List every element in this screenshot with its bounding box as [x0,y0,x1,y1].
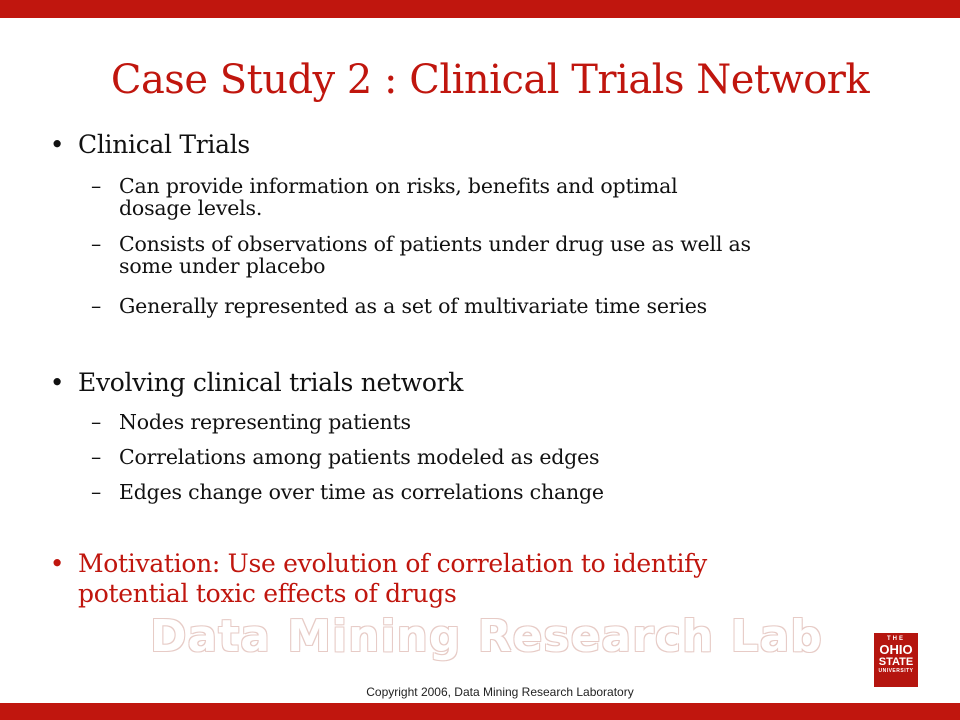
dash-icon: – [90,232,102,256]
bullet-text: Evolving clinical trials network [78,368,464,397]
sub-bullet-text: Can provide information on risks, benefits and optimal [119,174,678,198]
sub-bullet-observations [90,232,751,256]
bullet-clinical-trials [49,130,250,160]
bullet-motivation-cont [78,579,457,609]
bottom-accent-bar [0,703,960,720]
sub-bullet-correlations [90,445,600,469]
dash-icon: – [90,410,102,434]
sub-bullet-risks [90,174,678,198]
lab-watermark: Data Mining Research Lab [150,611,823,662]
logo-line: OHIO [879,642,913,657]
bullet-icon: • [49,130,65,159]
dash-icon: – [90,174,102,198]
sub-bullet-text: Edges change over time as correlations change [119,480,604,504]
sub-bullet-risks-cont [119,197,262,219]
dash-icon: – [90,445,102,469]
sub-bullet-observations-cont [119,255,325,277]
copyright-text: Copyright 2006, Data Mining Research Laboratory [366,685,634,699]
sub-bullet-edges [90,480,604,504]
dash-icon: – [90,294,102,318]
logo-line: UNIVERSITY [878,668,914,674]
bullet-text: Motivation: Use evolution of correlation to identify [78,549,707,578]
bullet-icon: • [49,368,65,397]
sub-bullet-text: Generally represented as a set of multivariate time series [119,294,707,318]
bullet-evolving-network [49,368,464,398]
sub-bullet-text: dosage levels. [119,196,263,220]
sub-bullet-text: some under placebo [119,254,326,278]
bullet-icon: • [49,549,65,578]
slide-title: Case Study 2 : Clinical Trials Network [110,57,870,103]
sub-bullet-time-series [90,294,707,318]
logo-line: THE [887,636,905,642]
bullet-text: potential toxic effects of drugs [78,579,457,608]
bullet-motivation [49,549,707,579]
sub-bullet-text: Consists of observations of patients under drug use as well as [119,232,751,256]
sub-bullet-nodes [90,410,411,434]
dash-icon: – [90,480,102,504]
bullet-text: Clinical Trials [78,130,250,159]
logo-line: STATE [878,656,914,668]
ohio-state-logo [874,633,918,687]
sub-bullet-text: Nodes representing patients [119,410,411,434]
sub-bullet-text: Correlations among patients modeled as edges [119,445,600,469]
